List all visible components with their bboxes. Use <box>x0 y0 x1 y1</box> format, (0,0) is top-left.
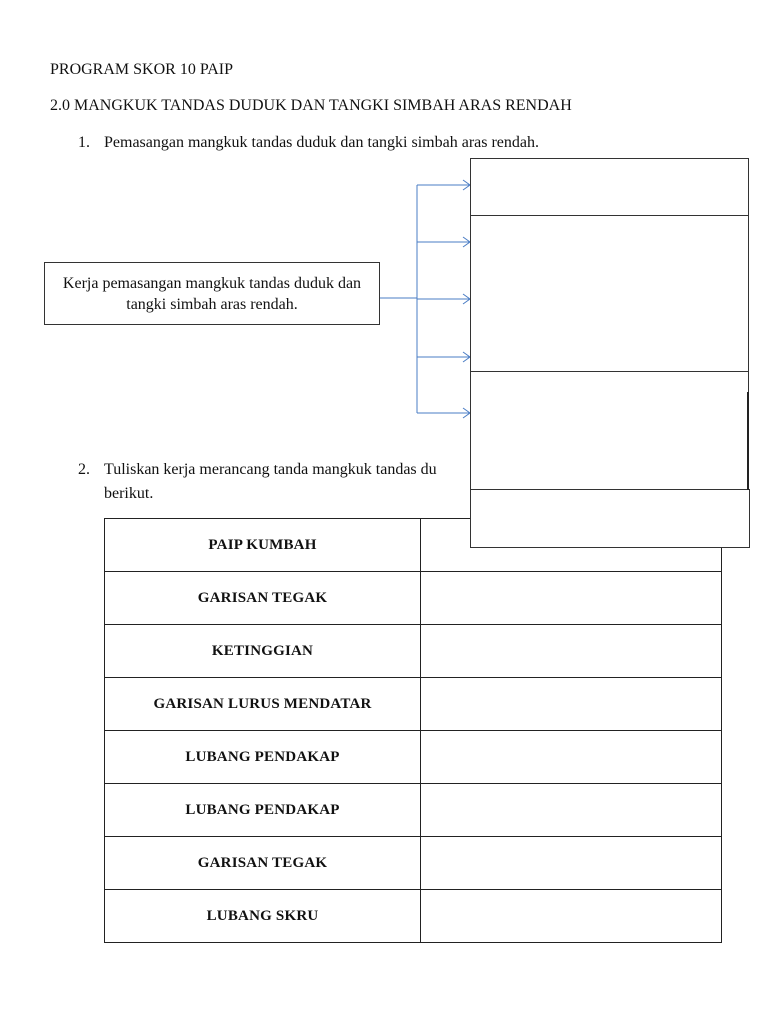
table-row <box>105 784 722 837</box>
row-label: KETINGGIAN <box>105 625 421 678</box>
answer-cell[interactable] <box>421 572 722 625</box>
question-1-text: Pemasangan mangkuk tandas duduk dan tangki simbah aras rendah. <box>104 134 539 151</box>
table-row <box>105 890 722 943</box>
answer-cell[interactable] <box>421 625 722 678</box>
row-label: GARISAN TEGAK <box>105 837 421 890</box>
row-label: LUBANG PENDAKAP <box>105 731 421 784</box>
answer-cell[interactable] <box>421 837 722 890</box>
table-row <box>105 678 722 731</box>
answer-cell[interactable] <box>421 731 722 784</box>
answer-box-5[interactable] <box>470 489 750 548</box>
table-row <box>105 625 722 678</box>
question-2-text-continued: berikut. <box>104 485 154 502</box>
section-heading: 2.0 MANGKUK TANDAS DUDUK DAN TANGKI SIMBAH ARAS RENDAH <box>50 97 572 114</box>
central-topic-text: Kerja pemasangan mangkuk tandas duduk dan tangki simbah aras rendah. <box>62 274 362 313</box>
answer-cell[interactable] <box>421 890 722 943</box>
answer-box-1[interactable] <box>470 158 749 216</box>
answer-cell[interactable] <box>421 784 722 837</box>
question-2-text: Tuliskan kerja merancang tanda mangkuk tandas du <box>104 461 437 478</box>
branch-arrow-3 <box>417 294 470 304</box>
row-label: LUBANG PENDAKAP <box>105 784 421 837</box>
question-2-number: 2. <box>78 461 90 478</box>
answer-box-3[interactable] <box>470 371 749 490</box>
table-row <box>105 837 722 890</box>
table-row <box>105 572 722 625</box>
page-title: PROGRAM SKOR 10 PAIP <box>50 61 234 78</box>
answer-box-2[interactable] <box>470 215 749 372</box>
row-label: LUBANG SKRU <box>105 890 421 943</box>
question-1-number: 1. <box>78 134 90 151</box>
marking-table <box>104 518 722 943</box>
row-label: GARISAN LURUS MENDATAR <box>105 678 421 731</box>
branch-arrow-5 <box>417 408 470 418</box>
branch-arrow-4 <box>417 352 470 362</box>
row-label: GARISAN TEGAK <box>105 572 421 625</box>
answer-cell[interactable] <box>421 678 722 731</box>
table-row <box>105 731 722 784</box>
branch-arrow-1 <box>417 180 470 190</box>
row-label: PAIP KUMBAH <box>105 519 421 572</box>
box-edge-shadow <box>747 392 749 490</box>
branch-arrow-2 <box>417 237 470 247</box>
